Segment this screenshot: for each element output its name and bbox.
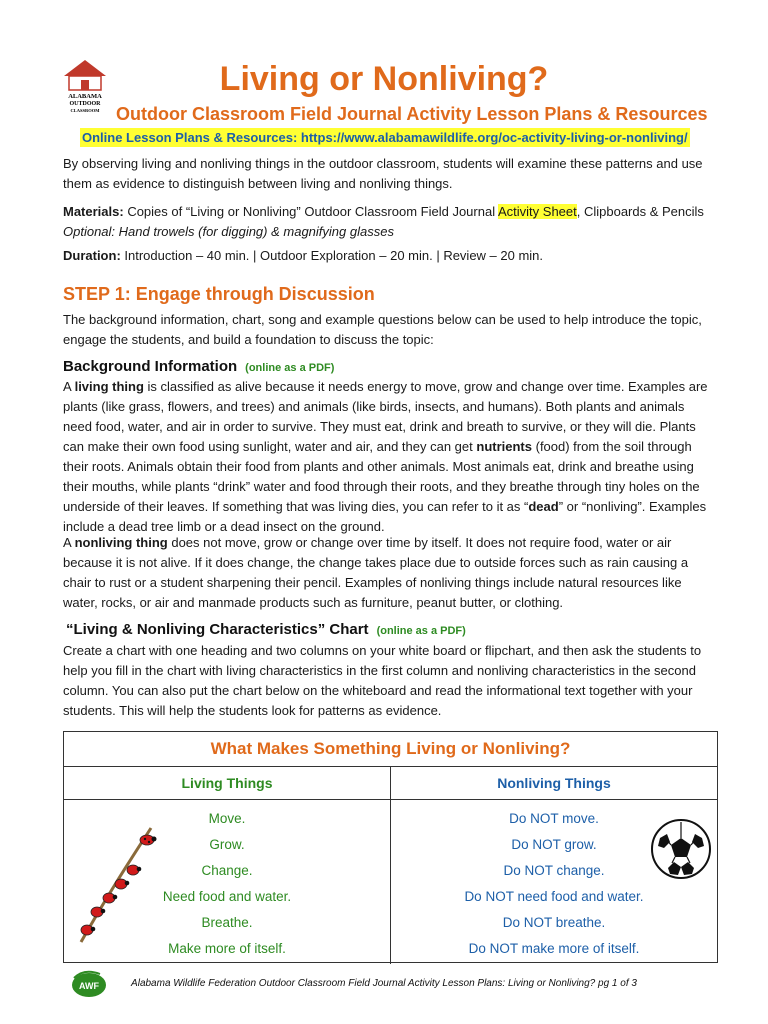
svg-text:AWF: AWF (79, 981, 99, 991)
text-run: A (63, 535, 75, 550)
dead-term: dead (528, 499, 559, 514)
nonliving-things-header: Nonliving Things (497, 775, 611, 791)
living-item: Breathe. (201, 915, 253, 930)
background-heading (63, 357, 334, 378)
text-run: is classified as alive because it needs energy to move, grow and change over time. Examples are plants (like grass, flowers, and trees) and animals (like birds, insects, and humans). Both plants and animals need food, water, and air in order to survive. They must eat, drink and breath to survive, or they will die. Plants can make their own food using sunlight, water and air, and they can get (63, 379, 708, 454)
intro-paragraph: By observing living and nonliving things in the outdoor classroom, students will examine these patterns and use them as evidence to distinguish between living and nonliving things. (63, 156, 703, 191)
chart-heading (66, 620, 466, 641)
step1-heading: STEP 1: Engage through Discussion (63, 284, 375, 304)
materials-text-2: , Clipboards & Pencils (576, 204, 704, 219)
living-item: Move. (208, 811, 246, 826)
table-header-row (64, 767, 717, 800)
nonliving-item: Do NOT change. (503, 863, 605, 878)
materials-paragraph (63, 202, 713, 242)
materials-text: Copies of “Living or Nonliving” Outdoor Classroom Field Journal (123, 204, 498, 219)
living-things-header: Living Things (64, 767, 391, 799)
text-run: A (63, 379, 75, 394)
materials-optional: Optional: Hand trowels (for digging) & magnifying glasses (63, 224, 394, 239)
step1-paragraph: The background information, chart, song and example questions below can be used to help introduce the topic, engage the students, and build a foundation to discuss the topic: (63, 312, 702, 347)
living-thing-paragraph (63, 377, 713, 537)
duration-text: Introduction – 40 min. | Outdoor Exploration – 20 min. | Review – 20 min. (120, 248, 544, 263)
nutrients-term: nutrients (476, 439, 532, 454)
nonliving-item: Do NOT breathe. (502, 915, 606, 930)
living-item: Grow. (209, 837, 245, 852)
living-thing-term: living thing (74, 379, 144, 394)
chart-pdf-link[interactable]: (online as a PDF) (376, 625, 466, 637)
page-title: Living or Nonliving? (219, 60, 549, 98)
duration-paragraph (63, 246, 713, 266)
nonliving-item: Do NOT make more of itself. (468, 941, 640, 956)
nonliving-thing-term: nonliving thing (74, 535, 168, 550)
svg-text:ALABAMA: ALABAMA (68, 93, 102, 100)
svg-text:OUTDOOR: OUTDOOR (69, 101, 101, 107)
page-footer: Alabama Wildlife Federation Outdoor Classroom Field Journal Activity Lesson Plans: Living or Nonliving? pg 1 of 3 (131, 978, 637, 989)
living-item: Change. (201, 863, 253, 878)
background-pdf-link[interactable]: (online as a PDF) (245, 362, 335, 374)
chart-heading-text: “Living & Nonliving Characteristics” Chart (66, 621, 369, 638)
text-run: does not move, grow or change over time by itself. It does not require food, water or air because it is not alive. If it does change, the change takes place due to outside forces such as rain causing a chair to rust or a student sharpening their pencil. Examples of nonliving things include natural resources like water, rocks, or air and manmade products such as furniture, peanut butter, or clothing. (63, 535, 689, 610)
living-item: Need food and water. (162, 889, 292, 904)
svg-text:CLASSROOM: CLASSROOM (70, 108, 100, 113)
nonliving-item: Do NOT move. (509, 811, 599, 826)
duration-label: Duration: (63, 248, 121, 263)
nonliving-item: Do NOT grow. (511, 837, 597, 852)
online-resources-link[interactable]: Online Lesson Plans & Resources: https://www.alabamawildlife.org/oc-activity-living-or-nonliving/ (82, 130, 688, 145)
table-title: What Makes Something Living or Nonliving? (64, 732, 717, 767)
soccer-ball-image (650, 818, 712, 880)
nonliving-item: Do NOT need food and water. (464, 889, 644, 904)
nonliving-thing-paragraph (63, 533, 713, 613)
page-subtitle: Outdoor Classroom Field Journal Activity Lesson Plans & Resources (116, 104, 708, 124)
materials-label: Materials: (63, 204, 124, 219)
ladybugs-image (73, 826, 163, 946)
text-run: ” or “nonliving”. Examples include a dead tree limb or a dead insect on the ground. (63, 499, 707, 534)
text-run: (food) from the soil through their roots. Animals obtain their food from plants and other animals. Most animals eat, drink and breathe using their mouths, while plants “drink” water and food through their roots, and they breathe through tiny holes on the underside of their leaves. If something that was living dies, you can refer to it as “ (63, 439, 700, 514)
chart-paragraph: Create a chart with one heading and two columns on your white board or flipchart, and then ask the students to help you fill in the chart with living characteristics in the first column and nonliving characteristics in the second column. You can also put the chart below on the whiteboard and read the informational text together with your students. This will help the students look for patterns as evidence. (63, 643, 702, 718)
living-item: Make more of itself. (168, 941, 286, 956)
background-heading-text: Background Information (63, 358, 238, 375)
activity-sheet-highlight[interactable]: Activity Sheet (497, 204, 577, 219)
